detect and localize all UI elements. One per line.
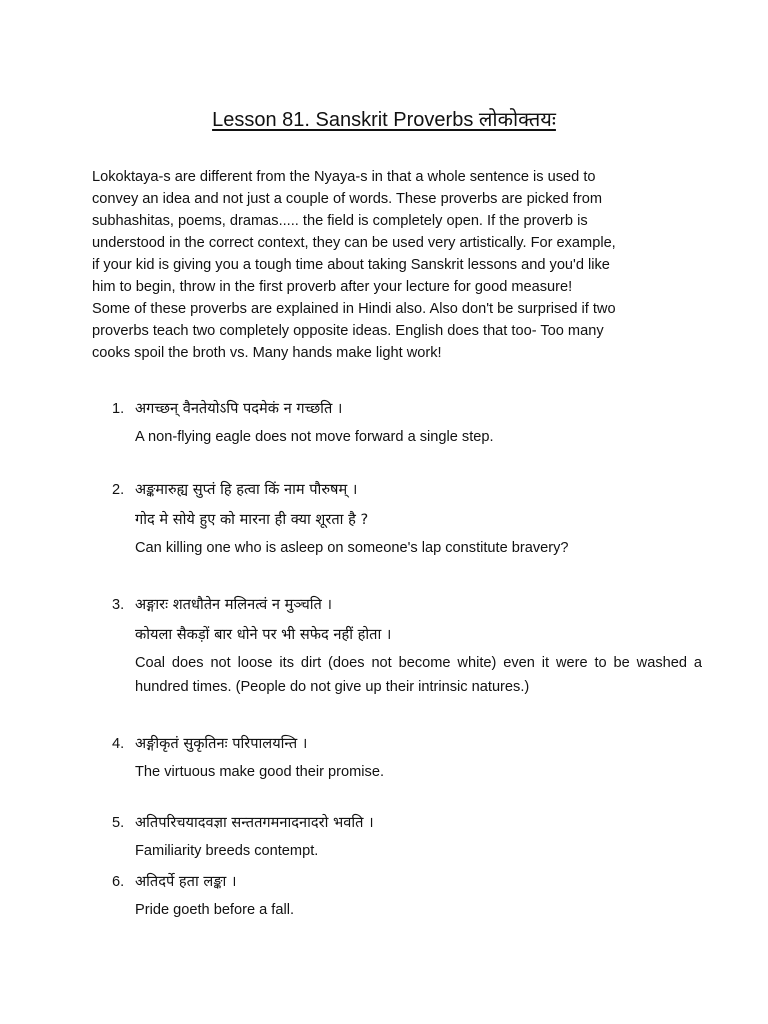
proverb-number: 2.	[112, 482, 125, 498]
proverb-english: The virtuous make good their promise.	[135, 764, 385, 780]
proverb-item	[112, 478, 702, 560]
proverb-number: 4.	[112, 736, 125, 752]
proverb-sanskrit: अङ्गीकृतं सुकृतिनः परिपालयन्ति ।	[135, 735, 308, 752]
proverb-number: 1.	[112, 401, 125, 417]
proverb-hindi: गोद मे सोये हुए को मारना ही क्या शूरता है ?	[135, 511, 369, 528]
proverb-english: Coal does not loose its dirt (does not become white) even it were to be washed a hundred times. (People do not give up their intrinsic natures.)	[135, 655, 702, 695]
proverb-sanskrit: अङ्कमारुह्य सुप्तं हि हत्वा किं नाम पौरुषम् ।	[135, 481, 358, 498]
proverb-hindi: कोयला सैकड़ों बार धोने पर भी सफेद नहीं होता ।	[135, 626, 392, 643]
proverb-english: Pride goeth before a fall.	[135, 902, 295, 918]
proverb-sanskrit: अतिपरिचयादवज्ञा सन्ततगमनादनादरो भवति ।	[135, 814, 374, 831]
proverb-sanskrit: अङ्गारः शतधौतेन मलिनत्वं न मुञ्चति ।	[135, 596, 333, 613]
proverb-number: 5.	[112, 815, 125, 831]
proverb-sanskrit: अगच्छन् वैनतेयोऽपि पदमेकं न गच्छति ।	[135, 400, 343, 417]
proverb-english: A non-flying eagle does not move forward a single step.	[135, 429, 494, 445]
proverb-item	[112, 870, 702, 922]
page-title: Lesson 81. Sanskrit Proverbs लोकोक्तयः	[212, 109, 556, 131]
proverb-english: Familiarity breeds contempt.	[135, 843, 319, 859]
proverb-item	[112, 811, 702, 863]
proverb-item	[112, 397, 702, 449]
proverb-number: 3.	[112, 597, 125, 613]
proverb-item	[112, 732, 702, 784]
proverb-number: 6.	[112, 874, 125, 890]
proverb-english: Can killing one who is asleep on someone's lap constitute bravery?	[135, 540, 569, 556]
intro-paragraph: Lokoktaya-s are different from the Nyaya-s in that a whole sentence is used to convey an idea and not just a couple of words. These proverbs are picked from subhashitas, poems, dramas..... the field is completely open. If the proverb is understood in the correct context, they can be used very artistically. For example, if your kid is giving you a tough time about taking Sanskrit lessons and you'd like him to begin, throw in the first proverb after your lecture for good measure! Some of these proverbs are explained in Hindi also. Also don't be surprised if two proverbs teach two completely opposite ideas. English does that too- Too many cooks spoil the broth vs. Many hands make light work!	[92, 169, 616, 361]
proverb-sanskrit: अतिदर्पे हता लङ्का ।	[135, 873, 237, 890]
proverb-item	[112, 593, 702, 699]
